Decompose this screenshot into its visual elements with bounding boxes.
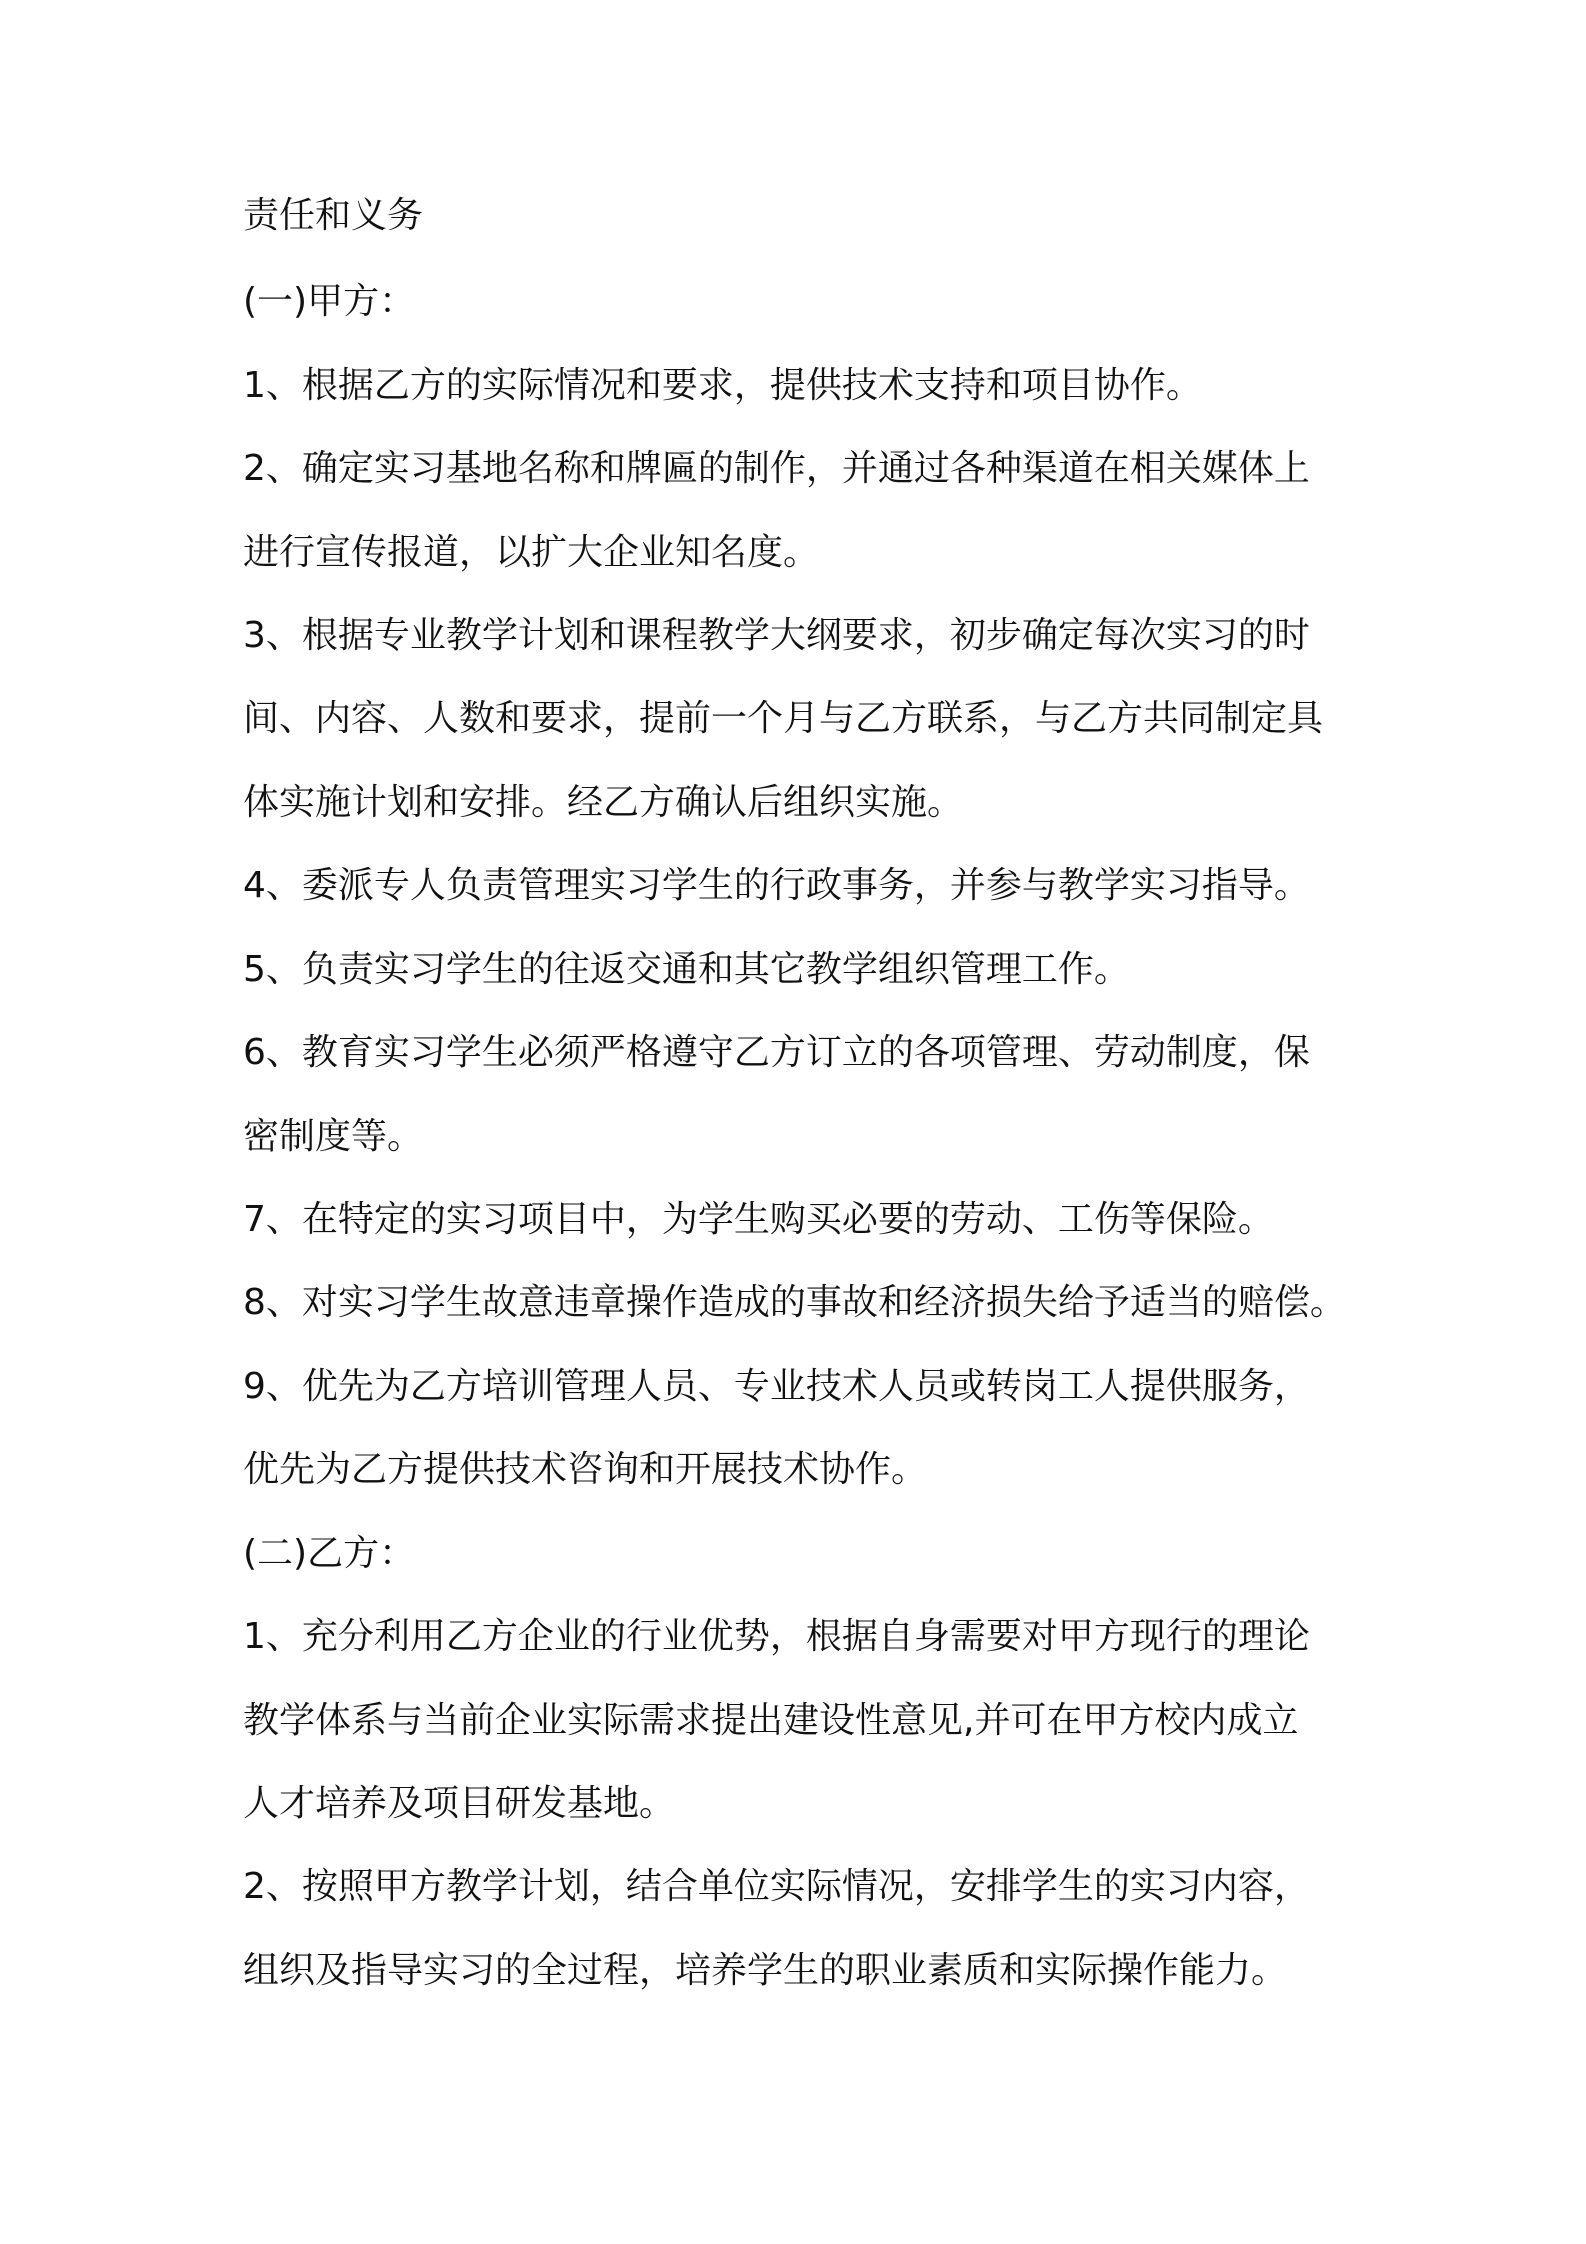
party-a-item-8-line-1: 8、对实习学生故意违章操作造成的事故和经济损失给予适当的赔偿。 bbox=[243, 1282, 1346, 1323]
section-title: 责任和义务 bbox=[243, 195, 424, 236]
party-a-item-2-line-2: 进行宣传报道，以扩大企业知名度。 bbox=[243, 532, 820, 573]
party-a-item-6-line-2: 密制度等。 bbox=[243, 1116, 424, 1157]
party-a-item-3-line-2: 间、内容、人数和要求，提前一个月与乙方联系，与乙方共同制定具 bbox=[243, 698, 1324, 739]
party-b-item-1-line-2: 教学体系与当前企业实际需求提出建设性意见,并可在甲方校内成立 bbox=[243, 1700, 1299, 1741]
party-b-item-1-line-3: 人才培养及项目研发基地。 bbox=[243, 1783, 676, 1824]
party-a-item-3-line-1: 3、根据专业教学计划和课程教学大纲要求，初步确定每次实习的时 bbox=[243, 615, 1310, 656]
party-a-item-9-line-2: 优先为乙方提供技术咨询和开展技术协作。 bbox=[243, 1449, 928, 1490]
party-a-item-6-line-1: 6、教育实习学生必须严格遵守乙方订立的各项管理、劳动制度，保 bbox=[243, 1032, 1310, 1073]
party-a-item-7-line-1: 7、在特定的实习项目中，为学生购买必要的劳动、工伤等保险。 bbox=[243, 1199, 1274, 1240]
party-a-item-1-line-1: 1、根据乙方的实际情况和要求，提供技术支持和项目协作。 bbox=[243, 365, 1202, 406]
party-b-heading: (二)乙方： bbox=[243, 1533, 416, 1574]
party-a-item-3-line-3: 体实施计划和安排。经乙方确认后组织实施。 bbox=[243, 782, 964, 823]
party-a-item-9-line-1: 9、优先为乙方培训管理人员、专业技术人员或转岗工人提供服务， bbox=[243, 1366, 1310, 1407]
party-a-item-5-line-1: 5、负责实习学生的往返交通和其它教学组织管理工作。 bbox=[243, 949, 1130, 990]
party-a-heading: (一)甲方： bbox=[243, 281, 416, 322]
party-a-item-4-line-1: 4、委派专人负责管理实习学生的行政事务，并参与教学实习指导。 bbox=[243, 865, 1310, 906]
party-b-item-2-line-1: 2、按照甲方教学计划，结合单位实际情况，安排学生的实习内容， bbox=[243, 1866, 1310, 1907]
party-b-item-1-line-1: 1、充分利用乙方企业的行业优势，根据自身需要对甲方现行的理论 bbox=[243, 1616, 1310, 1657]
party-b-item-2-line-2: 组织及指导实习的全过程，培养学生的职业素质和实际操作能力。 bbox=[243, 1950, 1288, 1991]
party-a-item-2-line-1: 2、确定实习基地名称和牌匾的制作，并通过各种渠道在相关媒体上 bbox=[243, 448, 1310, 489]
